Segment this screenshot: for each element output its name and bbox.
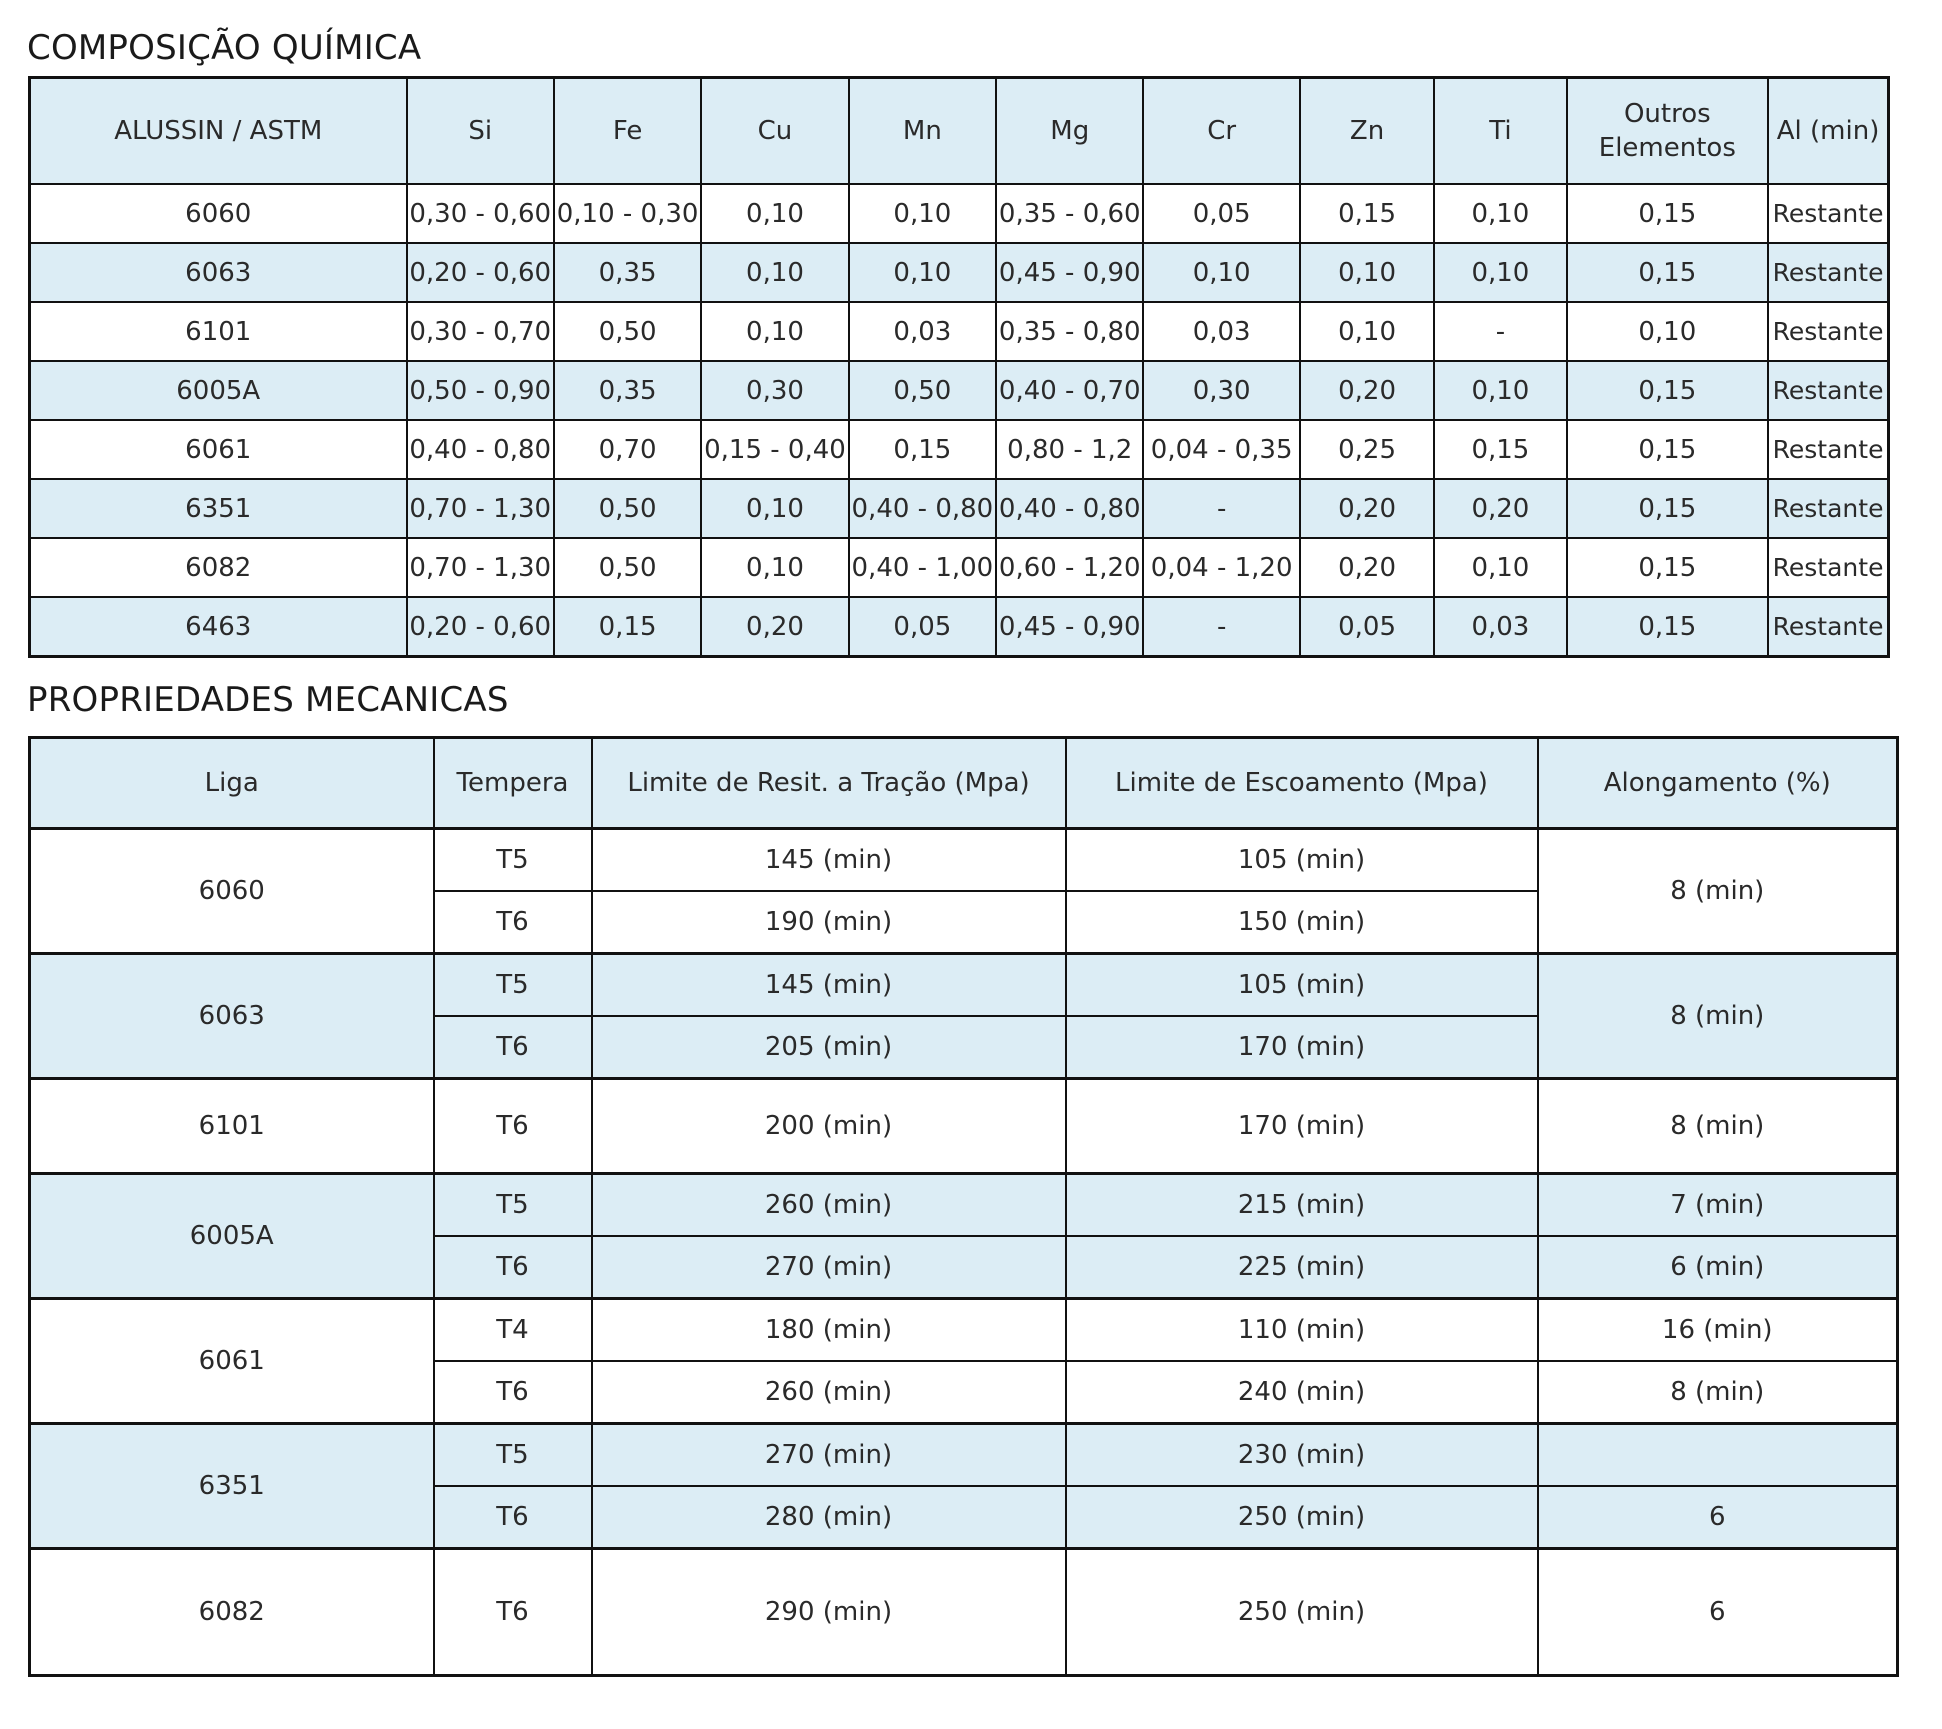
composition-cell: 0,10: [1143, 243, 1299, 302]
tempera-cell: T5: [434, 954, 592, 1017]
alloy-group: [30, 1549, 1898, 1676]
composition-cell: 0,50 - 0,90: [407, 361, 554, 420]
composition-cell: 0,03: [849, 302, 996, 361]
composition-cell: 0,15: [1434, 420, 1566, 479]
alongamento-cell: 6 (min): [1538, 1236, 1898, 1299]
header-fe: Fe: [554, 78, 701, 185]
composition-cell: Restante: [1768, 597, 1888, 657]
alloy-cell: 6351: [30, 479, 407, 538]
mechanical-title: PROPRIEDADES MECANICAS: [27, 680, 509, 720]
tempera-cell: T6: [434, 1079, 592, 1174]
composition-cell: 0,10 - 0,30: [554, 184, 701, 243]
header-cu: Cu: [701, 78, 848, 185]
alloy-cell: 6060: [30, 184, 407, 243]
mechanical-row: [30, 1079, 1898, 1174]
liga-cell: 6005A: [30, 1174, 434, 1299]
composition-cell: 0,15: [1567, 538, 1769, 597]
composition-cell: 0,15: [1567, 420, 1769, 479]
alongamento-cell: [1538, 1424, 1898, 1487]
tempera-cell: T5: [434, 1174, 592, 1237]
alloy-group: [30, 1299, 1898, 1424]
composition-cell: 0,15: [1567, 184, 1769, 243]
composition-title: COMPOSIÇÃO QUÍMICA: [27, 28, 422, 68]
tempera-cell: T6: [434, 1236, 592, 1299]
alongamento-cell: 7 (min): [1538, 1174, 1898, 1237]
mechanical-row: [30, 1549, 1898, 1676]
composition-header-row: [30, 78, 1889, 185]
escoamento-cell: 170 (min): [1066, 1016, 1538, 1079]
composition-cell: 0,10: [701, 184, 848, 243]
composition-cell: 0,15: [1567, 597, 1769, 657]
composition-cell: 0,15: [1300, 184, 1434, 243]
header-mg: Mg: [996, 78, 1143, 185]
composition-cell: 0,30 - 0,70: [407, 302, 554, 361]
composition-cell: 0,10: [1434, 243, 1566, 302]
mechanical-row: [30, 1174, 1898, 1237]
tracao-cell: 260 (min): [592, 1174, 1066, 1237]
alongamento-cell: 8 (min): [1538, 829, 1898, 954]
tracao-cell: 190 (min): [592, 891, 1066, 954]
composition-cell: 0,70 - 1,30: [407, 538, 554, 597]
alloy-cell: 6061: [30, 420, 407, 479]
header-outros: Outros Elementos: [1567, 78, 1769, 185]
alongamento-cell: 8 (min): [1538, 1079, 1898, 1174]
header-alloy: ALUSSIN / ASTM: [30, 78, 407, 185]
header-mn: Mn: [849, 78, 996, 185]
composition-cell: 0,15: [1567, 479, 1769, 538]
tracao-cell: 180 (min): [592, 1299, 1066, 1362]
tempera-cell: T5: [434, 829, 592, 892]
composition-cell: 0,25: [1300, 420, 1434, 479]
tempera-cell: T6: [434, 1016, 592, 1079]
composition-cell: 0,20 - 0,60: [407, 597, 554, 657]
escoamento-cell: 170 (min): [1066, 1079, 1538, 1174]
tracao-cell: 260 (min): [592, 1361, 1066, 1424]
composition-row: [30, 184, 1889, 243]
composition-table: [28, 76, 1890, 658]
alloy-group: [30, 829, 1898, 954]
composition-cell: 0,10: [701, 479, 848, 538]
tempera-cell: T6: [434, 1361, 592, 1424]
tempera-cell: T6: [434, 891, 592, 954]
alloy-cell: 6082: [30, 538, 407, 597]
composition-cell: 0,45 - 0,90: [996, 597, 1143, 657]
header-liga: Liga: [30, 738, 434, 829]
composition-row: [30, 243, 1889, 302]
escoamento-cell: 225 (min): [1066, 1236, 1538, 1299]
composition-cell: 0,10: [1434, 538, 1566, 597]
composition-cell: 0,40 - 0,70: [996, 361, 1143, 420]
composition-row: [30, 420, 1889, 479]
mechanical-row: [30, 954, 1898, 1017]
composition-row: [30, 302, 1889, 361]
liga-cell: 6101: [30, 1079, 434, 1174]
composition-cell: Restante: [1768, 302, 1888, 361]
liga-cell: 6082: [30, 1549, 434, 1676]
mechanical-header-row: [30, 738, 1898, 829]
composition-cell: Restante: [1768, 479, 1888, 538]
tracao-cell: 145 (min): [592, 954, 1066, 1017]
escoamento-cell: 105 (min): [1066, 829, 1538, 892]
alloy-cell: 6005A: [30, 361, 407, 420]
header-zn: Zn: [1300, 78, 1434, 185]
composition-cell: 0,35 - 0,80: [996, 302, 1143, 361]
alloy-group: [30, 954, 1898, 1079]
tempera-cell: T6: [434, 1486, 592, 1549]
alloy-group: [30, 1079, 1898, 1174]
composition-cell: 0,10: [701, 243, 848, 302]
liga-cell: 6061: [30, 1299, 434, 1424]
composition-cell: 0,50: [849, 361, 996, 420]
composition-row: [30, 538, 1889, 597]
tempera-cell: T6: [434, 1549, 592, 1676]
composition-cell: 0,40 - 1,00: [849, 538, 996, 597]
header-ti: Ti: [1434, 78, 1566, 185]
header-escoamento: Limite de Escoamento (Mpa): [1066, 738, 1538, 829]
alongamento-cell: 8 (min): [1538, 1361, 1898, 1424]
composition-cell: 0,20 - 0,60: [407, 243, 554, 302]
mechanical-row: [30, 829, 1898, 892]
tracao-cell: 145 (min): [592, 829, 1066, 892]
escoamento-cell: 110 (min): [1066, 1299, 1538, 1362]
header-al: Al (min): [1768, 78, 1888, 185]
composition-cell: 0,70: [554, 420, 701, 479]
tracao-cell: 290 (min): [592, 1549, 1066, 1676]
alloy-cell: 6101: [30, 302, 407, 361]
composition-cell: 0,30: [1143, 361, 1299, 420]
composition-cell: 0,10: [1300, 302, 1434, 361]
tracao-cell: 200 (min): [592, 1079, 1066, 1174]
header-cr: Cr: [1143, 78, 1299, 185]
composition-cell: 0,15: [849, 420, 996, 479]
composition-cell: 0,15 - 0,40: [701, 420, 848, 479]
composition-row: [30, 361, 1889, 420]
mechanical-table: [28, 736, 1899, 1677]
composition-cell: 0,10: [1434, 361, 1566, 420]
composition-cell: 0,15: [554, 597, 701, 657]
liga-cell: 6060: [30, 829, 434, 954]
liga-cell: 6063: [30, 954, 434, 1079]
escoamento-cell: 150 (min): [1066, 891, 1538, 954]
composition-cell: 0,60 - 1,20: [996, 538, 1143, 597]
escoamento-cell: 105 (min): [1066, 954, 1538, 1017]
escoamento-cell: 250 (min): [1066, 1486, 1538, 1549]
composition-cell: 0,15: [1567, 243, 1769, 302]
composition-cell: 0,10: [849, 243, 996, 302]
composition-cell: -: [1143, 597, 1299, 657]
header-si: Si: [407, 78, 554, 185]
composition-cell: -: [1434, 302, 1566, 361]
composition-row: [30, 479, 1889, 538]
composition-cell: 0,50: [554, 479, 701, 538]
composition-cell: 0,10: [701, 302, 848, 361]
composition-cell: Restante: [1768, 361, 1888, 420]
mechanical-row: [30, 1424, 1898, 1487]
alongamento-cell: 6: [1538, 1549, 1898, 1676]
escoamento-cell: 230 (min): [1066, 1424, 1538, 1487]
composition-cell: 0,03: [1143, 302, 1299, 361]
composition-cell: 0,05: [849, 597, 996, 657]
composition-cell: Restante: [1768, 184, 1888, 243]
escoamento-cell: 240 (min): [1066, 1361, 1538, 1424]
alloy-group: [30, 1174, 1898, 1299]
composition-cell: 0,10: [701, 538, 848, 597]
tracao-cell: 205 (min): [592, 1016, 1066, 1079]
header-tracao: Limite de Resit. a Tração (Mpa): [592, 738, 1066, 829]
composition-row: [30, 597, 1889, 657]
composition-cell: 0,40 - 0,80: [849, 479, 996, 538]
composition-cell: 0,10: [1300, 243, 1434, 302]
composition-cell: 0,80 - 1,2: [996, 420, 1143, 479]
composition-cell: 0,10: [849, 184, 996, 243]
alongamento-cell: 16 (min): [1538, 1299, 1898, 1362]
composition-cell: 0,15: [1567, 361, 1769, 420]
alloy-cell: 6063: [30, 243, 407, 302]
liga-cell: 6351: [30, 1424, 434, 1549]
tracao-cell: 280 (min): [592, 1486, 1066, 1549]
composition-cell: 0,04 - 1,20: [1143, 538, 1299, 597]
composition-cell: Restante: [1768, 538, 1888, 597]
composition-cell: 0,40 - 0,80: [407, 420, 554, 479]
alongamento-cell: 8 (min): [1538, 954, 1898, 1079]
tracao-cell: 270 (min): [592, 1236, 1066, 1299]
composition-cell: Restante: [1768, 243, 1888, 302]
composition-cell: 0,03: [1434, 597, 1566, 657]
alloy-group: [30, 1424, 1898, 1549]
composition-cell: 0,35 - 0,60: [996, 184, 1143, 243]
composition-cell: 0,20: [701, 597, 848, 657]
composition-cell: 0,05: [1143, 184, 1299, 243]
escoamento-cell: 250 (min): [1066, 1549, 1538, 1676]
tracao-cell: 270 (min): [592, 1424, 1066, 1487]
composition-cell: 0,30: [701, 361, 848, 420]
composition-cell: 0,30 - 0,60: [407, 184, 554, 243]
composition-cell: 0,20: [1434, 479, 1566, 538]
composition-cell: Restante: [1768, 420, 1888, 479]
tempera-cell: T4: [434, 1299, 592, 1362]
header-tempera: Tempera: [434, 738, 592, 829]
composition-cell: 0,45 - 0,90: [996, 243, 1143, 302]
composition-cell: 0,50: [554, 538, 701, 597]
composition-cell: 0,20: [1300, 479, 1434, 538]
composition-cell: 0,10: [1434, 184, 1566, 243]
composition-cell: 0,35: [554, 361, 701, 420]
composition-cell: 0,20: [1300, 361, 1434, 420]
header-alongamento: Alongamento (%): [1538, 738, 1898, 829]
composition-cell: -: [1143, 479, 1299, 538]
composition-cell: 0,20: [1300, 538, 1434, 597]
escoamento-cell: 215 (min): [1066, 1174, 1538, 1237]
composition-cell: 0,35: [554, 243, 701, 302]
composition-cell: 0,05: [1300, 597, 1434, 657]
composition-cell: 0,04 - 0,35: [1143, 420, 1299, 479]
composition-cell: 0,70 - 1,30: [407, 479, 554, 538]
tempera-cell: T5: [434, 1424, 592, 1487]
alongamento-cell: 6: [1538, 1486, 1898, 1549]
alloy-cell: 6463: [30, 597, 407, 657]
composition-cell: 0,50: [554, 302, 701, 361]
mechanical-row: [30, 1299, 1898, 1362]
composition-cell: 0,40 - 0,80: [996, 479, 1143, 538]
composition-cell: 0,10: [1567, 302, 1769, 361]
